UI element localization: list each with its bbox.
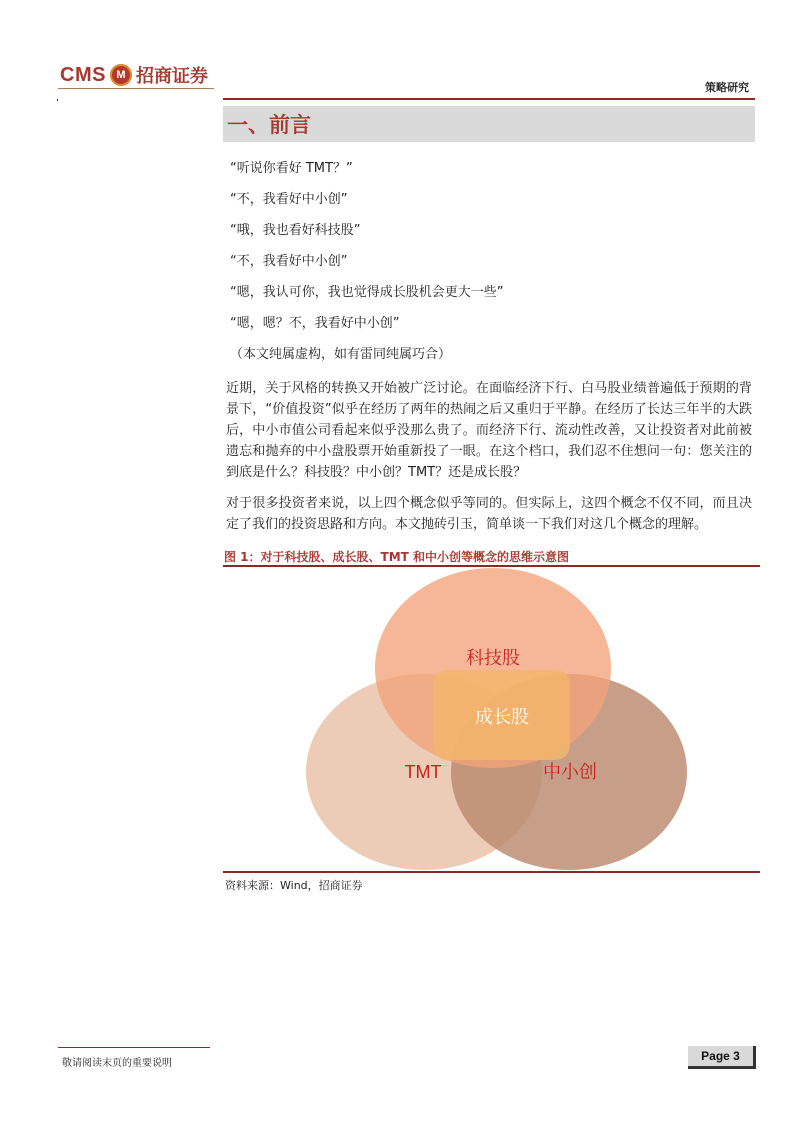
venn-label-tech: 科技股	[466, 648, 520, 669]
venn-diagram	[223, 567, 760, 871]
footer-disclaimer: 敬请阅读末页的重要说明	[62, 1058, 172, 1069]
logo-company-name: 招商证券	[135, 66, 208, 87]
figure-source: 资料来源：Wind，招商证券	[225, 879, 363, 892]
venn-label-tmt: TMT	[404, 762, 442, 782]
page-number: Page 3	[688, 1046, 756, 1069]
body-paragraph: 对于很多投资者来说，以上四个概念似乎等同的。但实际上，这四个概念不仅不同，而且决定了我们的投资思路和方向。本文抛砖引玉，简单谈一下我们对这几个概念的理解。	[226, 496, 752, 532]
quote-line: “听说你看好 TMT？”	[230, 161, 353, 176]
disclaimer-line: （本文纯属虚构，如有雷同纯属巧合）	[230, 347, 452, 362]
venn-label-growth: 成长股	[475, 707, 529, 728]
footer-divider	[58, 1047, 210, 1048]
section-title: 一、前言	[223, 106, 755, 142]
quote-line: “哦，我也看好科技股”	[230, 223, 361, 238]
brand-logo	[60, 62, 208, 88]
logo-badge-icon: M	[110, 64, 132, 86]
body-paragraph: 近期，关于风格的转换又开始被广泛讨论。在面临经济下行、白马股业绩普遍低于预期的背景下，“价值投资”似乎在经历了两年的热闹之后又重归于平静。在经历了长达三年半的大跌后，中小市值公司看起来似乎没那么贵了。而经济下行、流动性改善，又让投资者对此前被遗忘和抛弃的中小盘股票开始重新投了一眼。在这个档口，我们忍不住想问一句：您关注的到底是什么？科技股？中小创？TMT？还是成长股？	[226, 381, 752, 480]
header-divider	[223, 98, 755, 100]
quote-line: “嗯，我认可你，我也觉得成长股机会更大一些”	[230, 285, 504, 300]
quote-line: “嗯，嗯？不，我看好中小创”	[230, 316, 400, 331]
quote-line: “不，我看好中小创”	[230, 192, 348, 207]
figure-bottom-rule	[223, 871, 760, 873]
dialogue-quotes	[230, 160, 750, 377]
venn-label-smallcap: 中小创	[543, 762, 597, 783]
header-marker	[57, 99, 58, 101]
figure-title: 图 1：对于科技股、成长股、TMT 和中小创等概念的思维示意图	[224, 550, 570, 564]
logo-underline	[58, 88, 214, 89]
report-category: 策略研究	[705, 81, 749, 94]
quote-line: “不，我看好中小创”	[230, 254, 348, 269]
logo-cms-text: CMS	[60, 63, 106, 86]
